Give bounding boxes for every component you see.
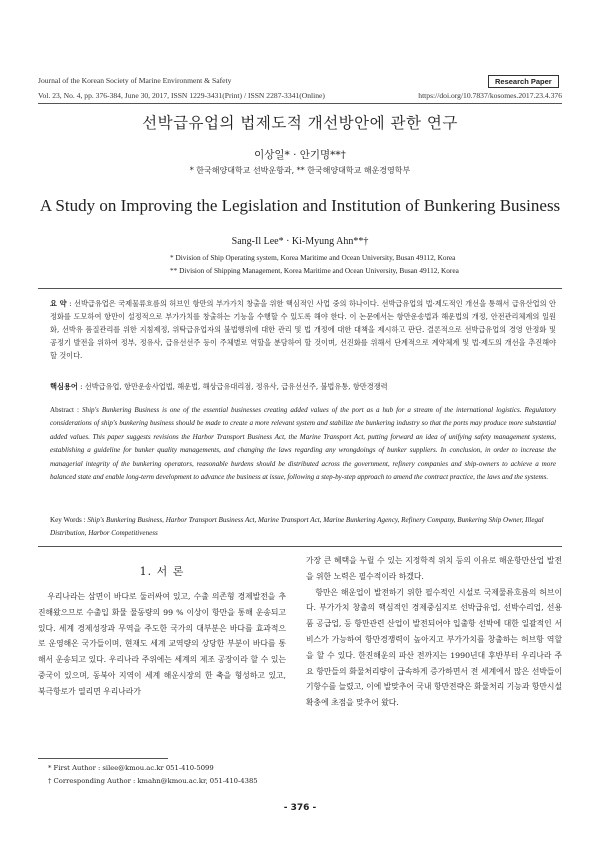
keywords-korean — [50, 382, 556, 392]
title-korean: 선박급유업의 법제도적 개선방안에 관한 연구 — [142, 114, 458, 132]
abstract-bottom-rule — [38, 546, 562, 547]
body-right-column — [306, 553, 562, 711]
paragraph: 우리나라는 삼면이 바다로 둘러싸여 있고, 수출 의존형 경제발전을 추진해왔으므로 수출입 화물 물동량의 99 % 이상이 항만을 통해 운송되고 있다. 세계 경제성장과 무역을 주도한 국가의 대부분은 바다를 효과적으로 운영해온 국가들이며, 현재도 세계 교역량의 상당한 부분이 바다를 통해서 운송되고 있다. 우리나라 주위에는 세계의 제조 공장이라 할 수 있는 중국이 있으며, 동북아 지역이 세계 해운시장의 한 축을 형성하고 있고, 북극항로가 열리면 우리나라가 — [38, 592, 286, 696]
keywords-korean-text: : 선박급유업, 항만운송사업법, 해운법, 해상급유대리점, 정유사, 급유선선주, 불법유통, 항만경쟁력 — [77, 382, 388, 391]
affiliation-english-2: ** Division of Shipping Management, Korea Maritime and Ocean University, Busan 49112, Korea — [170, 266, 459, 275]
paragraph: 항만은 해운업이 발전하기 위한 필수적인 시설로 국제물류흐름의 허브이다. 부가가치 창출의 핵심적인 경제중심지로 선박급유업, 선박수리업, 선용품 공급업, 등 항만관련 산업이 발전되어야 입출항 선박에 대한 일괄적인 서비스가 가능하여 항만경쟁력이 높아지고 부가가치를 창출하는 허브항 역할을 할 수 있다. 한진해운의 파산 전까지는 1990년대 후반부터 우리나라 주요 항만들의 화물처리량이 급속하게 증가하면서 전 세계에서 많은 선박들이 기항수를 늘렸고, 이에 발맞추어 국내 항만전략은 화물처리 기능과 항만시설 확충에 초점을 맞추어 왔다. — [306, 587, 562, 708]
keywords-english-label: Key Words : — [50, 516, 88, 524]
abstract-english-text: Ship's Bunkering Business is one of the essential businesses creating added values of the port as a hub for a stream of the international logistics. Regulatory considerations of ship's bunkering business should be made to create a more relevant system and stabilize the bunkering industry so that the ports may produce more substantial added values. This paper suggests revisions the Harbor Transport Business Act, the Marine Transport Act, putting forward an idea of unifying safety management systems, establishing a guideline for bunker quality managements, and changing the laws regarding any wrongdoings of bunker suppliers. In conclusion, in order to increase the managerial integrity of the bunkering operators, reasonable burdens should be distributed across the government, refinery companies and ship-owners to achieve a more balanced state and enable long-term development to advance the business at issue, following a step-by-step approach to amend the contract practice, the laws and the systems. — [50, 406, 556, 482]
body-left-column — [38, 589, 286, 700]
journal-name: Journal of the Korean Society of Marine Environment & Safety — [38, 76, 232, 85]
abstract-top-rule — [38, 288, 562, 289]
article-type-badge: Research Paper — [488, 75, 559, 88]
doi-link[interactable]: https://doi.org/10.7837/kosomes.2017.23.4.376 — [418, 91, 562, 100]
abstract-english-label: Abstract : — [50, 406, 82, 414]
affiliation-english-1: * Division of Ship Operating system, Korea Maritime and Ocean University, Busan 49112, Korea — [170, 253, 456, 262]
footnote-first-author: * First Author : silee@kmou.ac.kr 051-410-5099 — [48, 764, 214, 772]
page-number: - 376 - — [283, 803, 317, 813]
footnote-corresponding-author: † Corresponding Author : kmahn@kmou.ac.kr, 051-410-4385 — [48, 777, 258, 785]
abstract-korean — [50, 297, 556, 362]
keywords-korean-label: 핵심용어 — [50, 382, 78, 391]
header-rule — [38, 103, 562, 104]
keywords-english-text: Ship's Bunkering Business, Harbor Transport Business Act, Marine Transport Act, Marine Bunkering Agency, Refinery Company, Bunkering Ship Owner, Illegal Distribution, Harbor Competitiveness — [50, 516, 544, 538]
section-heading: 1. 서 론 — [139, 565, 185, 578]
keywords-english — [50, 514, 556, 541]
abstract-korean-text: : 선박급유업은 국제물류흐름의 허브인 항만의 부가가치 창출을 위한 핵심적인 사업 중의 하나이다. 선박급유업의 법·제도적인 개선을 통해서 급유산업의 안정화를 도모하여 항만이 설정적으로 부가가치를 창출하는 기능을 수행할 수 있도록 해야 한다. 이 논문에서는 항만운송법과 해운법의 개정, 안전관리체계의 일원화, 선박유 품질관리를 위한 지침제정, 위탁급유업자의 불법행위에 대한 관리 및 법 개정에 대한 대책을 제시하고 판단. 결론적으로 선박급유업의 경영 안정화 및 공정기 발전을 위하여 정부, 정유사, 급유선선주 등이 주체별로 역할을 분담하여 할 것이며, 선진화를 위해서 단계적으로 계약체계 및 법·제도의 개선을 추진해야 할 것이다. — [50, 299, 556, 360]
abstract-korean-label: 요 약 — [50, 299, 67, 308]
journal-volume-info: Vol. 23, No. 4, pp. 376-384, June 30, 2017, ISSN 1229-3431(Print) / ISSN 2287-3341(Online) — [38, 91, 325, 100]
title-english: A Study on Improving the Legislation and Institution of Bunkering Business — [39, 196, 561, 215]
footnote-rule — [38, 758, 168, 759]
authors-korean: 이상일* · 안기명**† — [254, 149, 346, 161]
paragraph: 가장 큰 혜택을 누릴 수 있는 지정학적 위치 등의 이유로 해운항만산업 발전을 위한 노력은 필수적이라 하겠다. — [306, 556, 562, 581]
affiliations-korean: * 한국해양대학교 선박운항과, ** 한국해양대학교 해운경영학부 — [189, 166, 411, 175]
authors-english: Sang-Il Lee* · Ki-Myung Ahn**† — [231, 236, 369, 247]
abstract-english — [50, 404, 556, 484]
